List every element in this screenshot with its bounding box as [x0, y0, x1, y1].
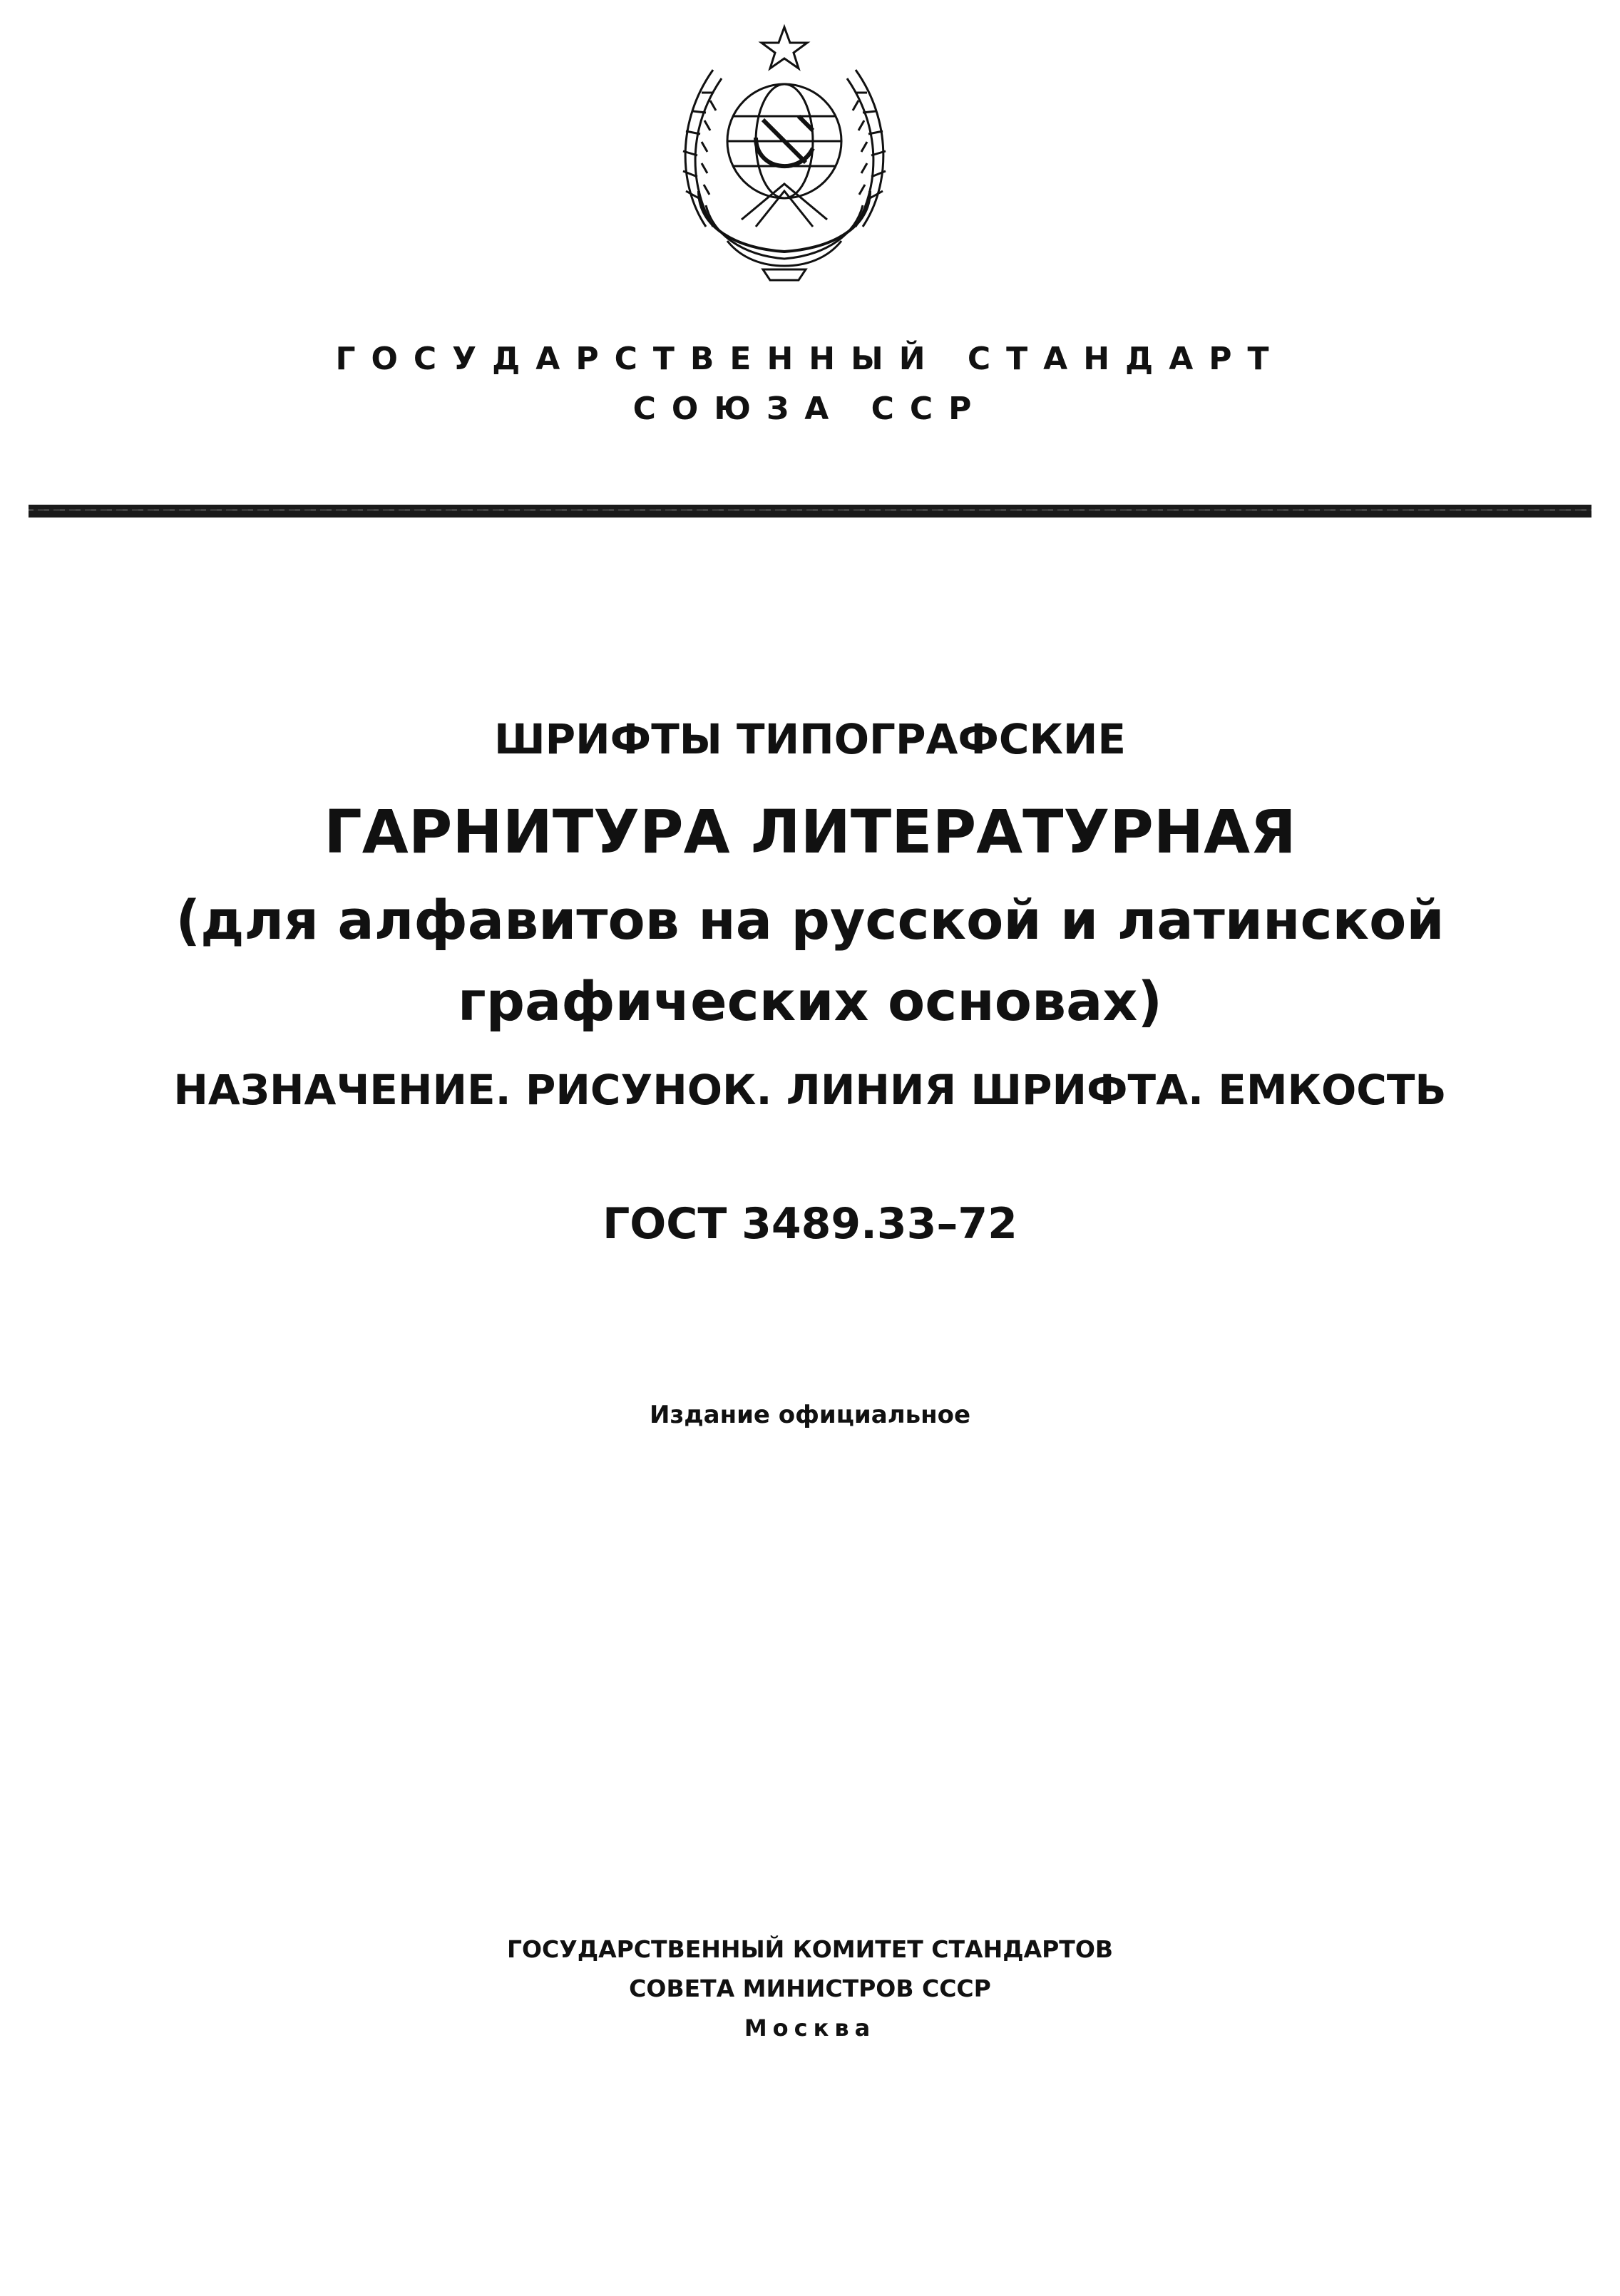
standard-number: ГОСТ 3489.33–72	[603, 1199, 1017, 1249]
divider-rule	[29, 505, 1591, 518]
title-line-1: ШРИФТЫ ТИПОГРАФСКИЕ	[493, 715, 1127, 763]
title-line-3: (для алфавитов на русской и латинской	[175, 888, 1445, 952]
header-union-ssr: СОЮЗА ССР	[632, 391, 988, 427]
ussr-state-emblem-icon	[656, 13, 913, 284]
edition-label: Издание официальное	[649, 1401, 971, 1429]
header-state-standard: ГОСУДАРСТВЕННЫЙ СТАНДАРТ	[335, 341, 1285, 377]
title-line-2: ГАРНИТУРА ЛИТЕРАТУРНАЯ	[324, 797, 1296, 867]
title-line-4: графических основах)	[457, 969, 1163, 1033]
title-line-5: НАЗНАЧЕНИЕ. РИСУНОК. ЛИНИЯ ШРИФТА. ЕМКОСТЬ	[173, 1066, 1447, 1114]
publisher-line-2: СОВЕТА МИНИСТРОВ СССР	[629, 1975, 991, 2002]
publisher-line-1: ГОСУДАРСТВЕННЫЙ КОМИТЕТ СТАНДАРТОВ	[506, 1935, 1114, 1963]
publisher-city: Москва	[744, 2014, 876, 2042]
